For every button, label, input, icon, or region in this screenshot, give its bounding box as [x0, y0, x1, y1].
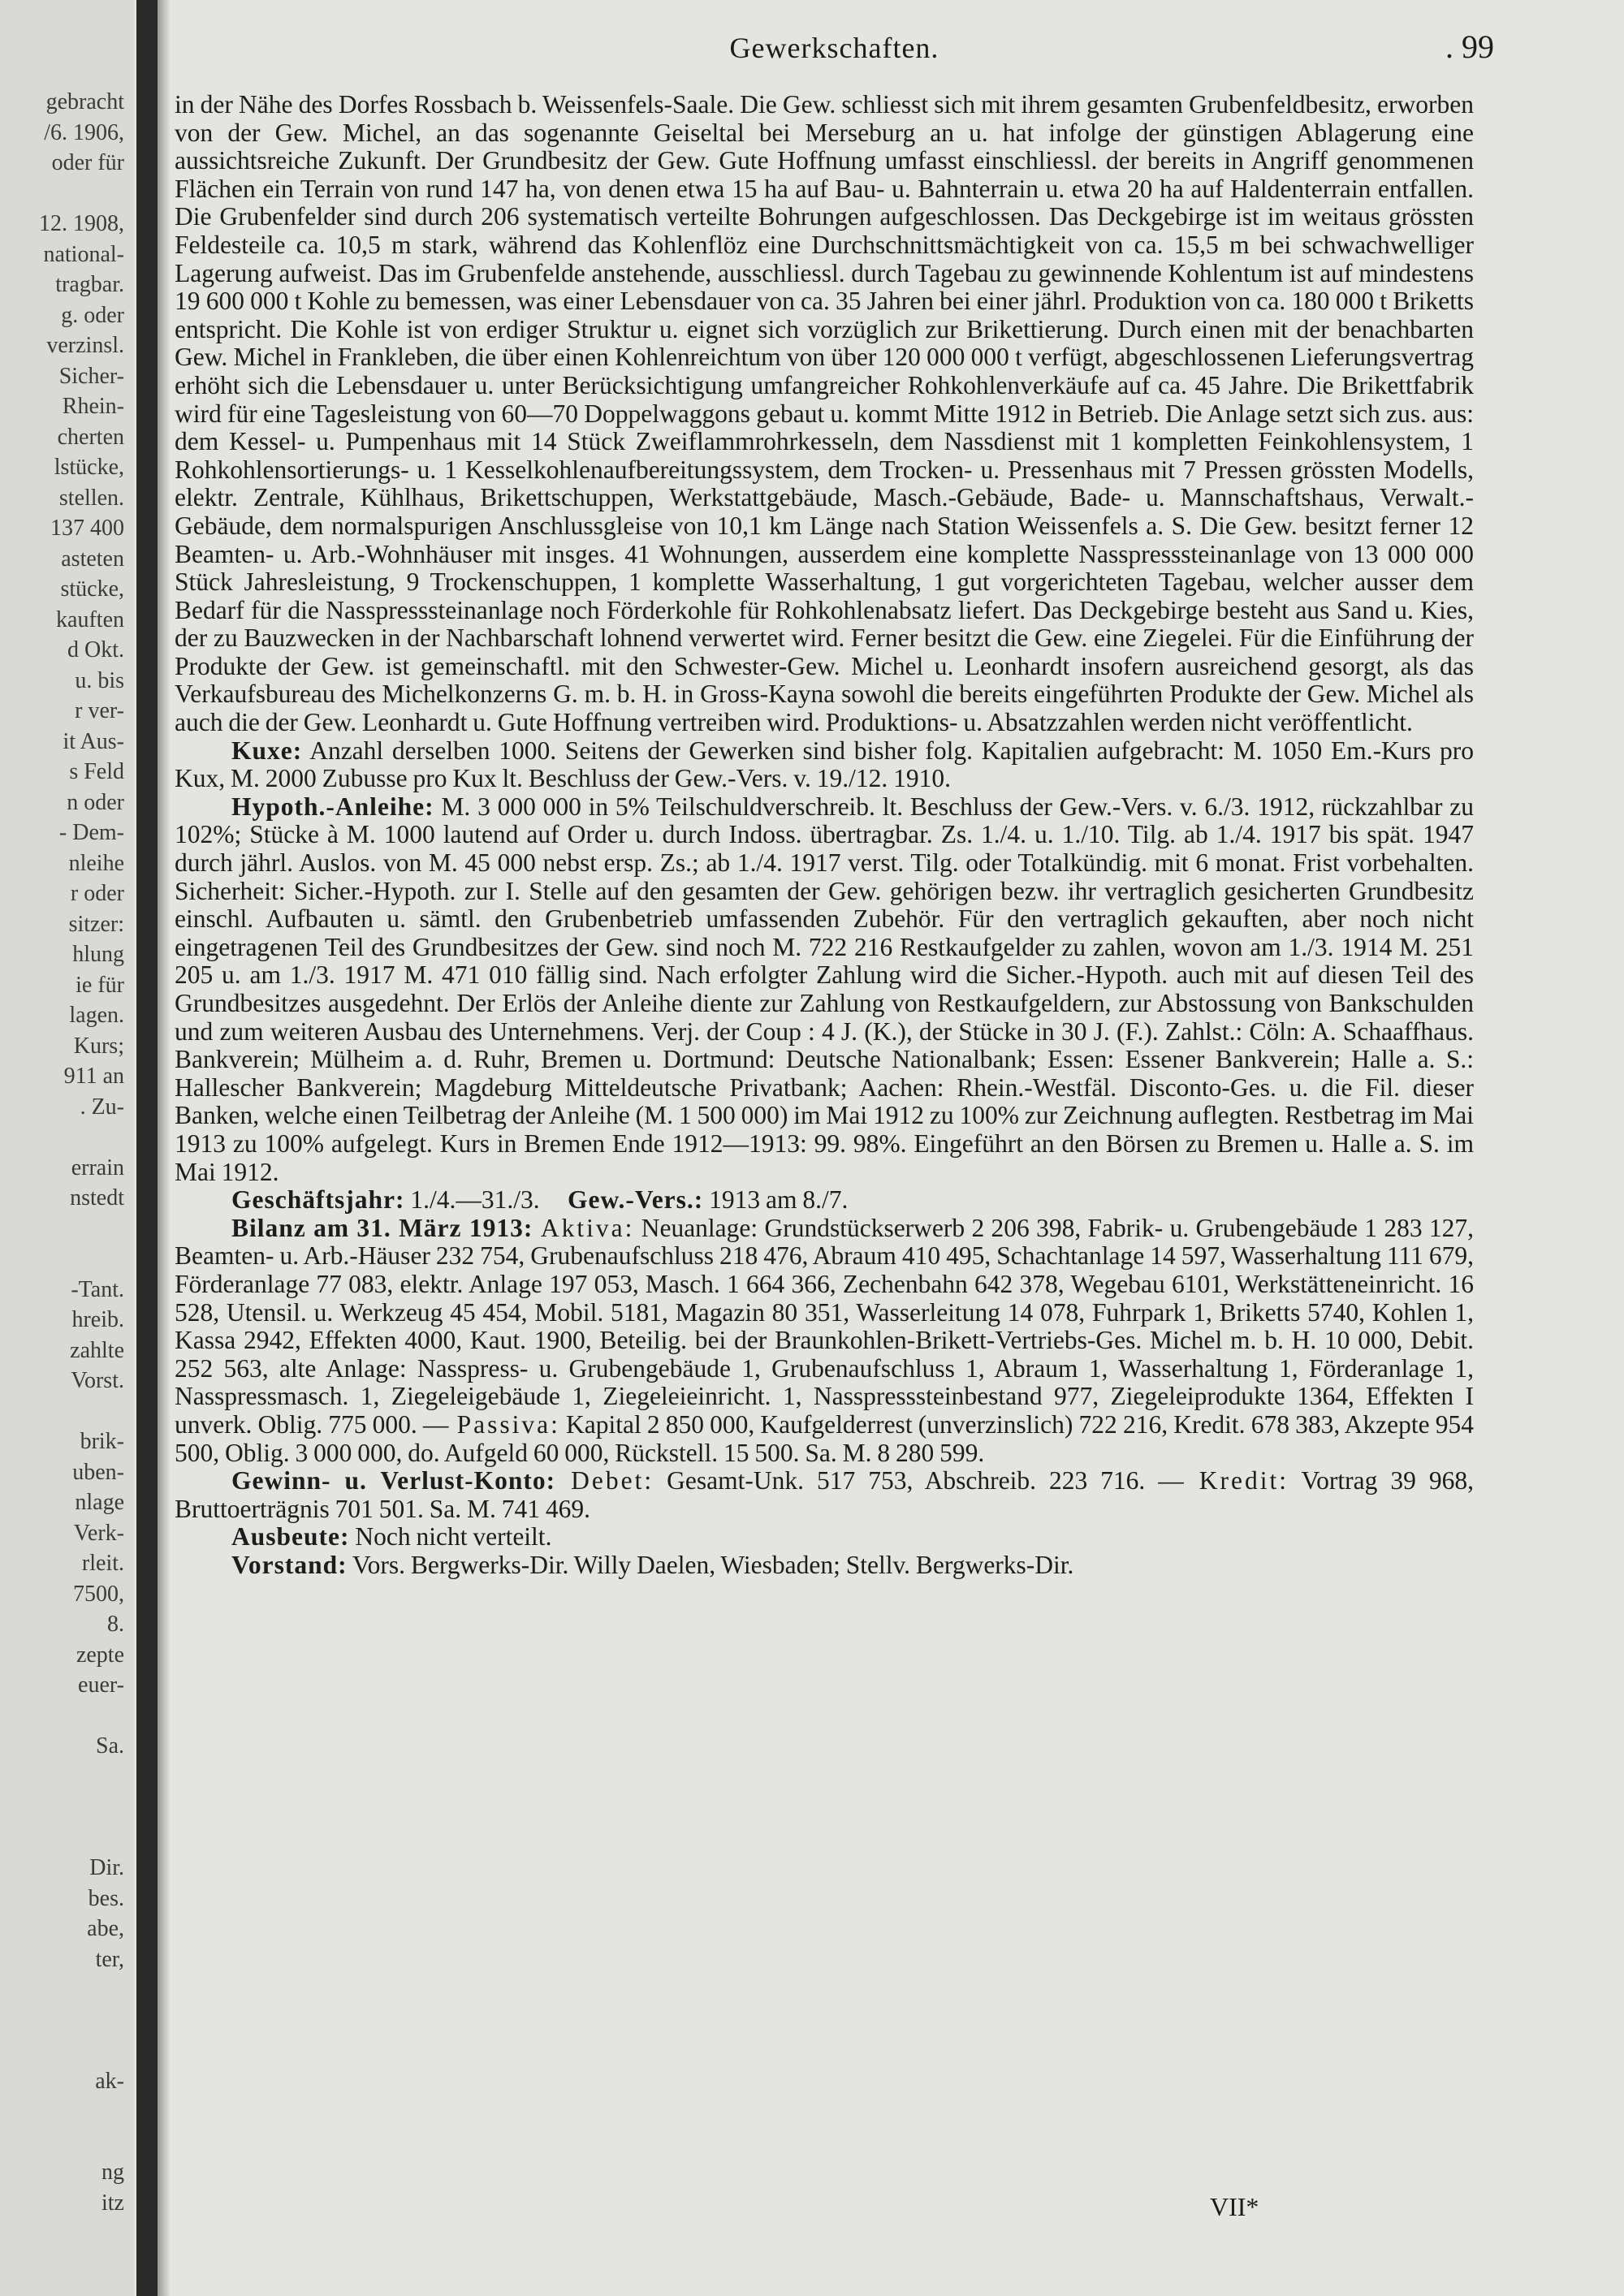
margin-fragment: - Dem- [58, 820, 124, 845]
margin-fragment: d Okt. [67, 637, 124, 662]
kuxe-section [175, 737, 1474, 793]
margin-fragment: stellen. [58, 485, 124, 511]
margin-fragment: 8. [107, 1612, 124, 1637]
margin-fragment: itz [102, 2190, 124, 2216]
text-column [175, 91, 1474, 1579]
adjacent-page-fragment [0, 0, 134, 2296]
margin-fragment: n oder [67, 789, 124, 815]
bilanz-label: Bilanz am 31. März 1913: [231, 1213, 533, 1242]
margin-fragment: u. bis [75, 667, 124, 693]
signature-mark: VII* [1210, 2192, 1259, 2221]
margin-fragment: r ver- [75, 698, 124, 723]
margin-fragment: national- [43, 241, 124, 267]
ausbeute-text: Noch nicht verteilt. [349, 1522, 552, 1552]
passiva-label: Passiva: [448, 1409, 560, 1439]
ausbeute-section [175, 1523, 1474, 1552]
debet-label: Debet: [555, 1466, 654, 1495]
book-gutter [136, 0, 158, 2296]
vorstand-text: Vors. Bergwerks-Dir. Willy Daelen, Wiesbaden; Stellv. Bergwerks-Dir. [347, 1550, 1074, 1579]
ausbeute-label: Ausbeute: [231, 1522, 350, 1552]
margin-fragment: zepte [76, 1642, 124, 1668]
page-number: . 99 [1445, 28, 1494, 65]
company-description: in der Nähe des Dorfes Rossbach b. Weissenfels-Saale. Die Gew. schliesst sich mit ihrem gesamten Grubenfeldbesitz, erworben von der Gew. Michel, an das sogenannte Geiseltal bei Merseburg an u. hat infolge der günstigen Ablagerung eine aussichtsreiche Zukunft. Der Grundbesitz der Gew. Gute Hoffnung umfasst einschliessl. der bereits in Angriff genommenen Flächen ein Terrain von rund 147 ha, von denen etwa 15 ha auf Bau- u. Bahnterrain u. etwa 20 ha auf Haldenterrain entfallen. Die Grubenfelder sind durch 206 systematisch verteilte Bohrungen aufgeschlossen. Das Deckgebirge ist im weitaus grössten Feldesteile ca. 10,5 m stark, während das Kohlenflöz eine Durchschnittsmächtigkeit von ca. 15,5 m bei schwachwelliger Lagerung aufweist. Das im Grubenfelde anstehende, ausschliessl. durch Tagebau zu gewinnende Kohlentum ist auf mindestens 19 600 000 t Kohle zu bemessen, was einer Lebensdauer von ca. 35 Jahren bei einer jährl. Produktion von ca. 180 000 t Briketts entspricht. Die Kohle ist von erdiger Struktur u. eignet sich vorzüglich zur Brikettierung. Durch einen mit der benachbarten Gew. Michel in Frankleben, die über einen Kohlenreichtum von über 120 000 000 t verfügt, abgeschlossenen Lieferungsvertrag erhöht sich die Lebensdauer u. unter Berücksichtigung umfangreicher Rohkohlenverkäufe auf ca. 45 Jahre. Die Brikettfabrik wird für eine Tagesleistung von 60—70 Doppelwaggons gebaut u. kommt Mitte 1912 in Betrieb. Die Anlage setzt sich zus. aus: dem Kessel- u. Pumpenhaus mit 14 Stück Zweiflammrohrkesseln, dem Nassdienst mit 1 kompletten Feinkohlensystem, 1 Rohkohlensortierungs- u. 1 Kesselkohlenaufbereitungssystem, dem Trocken- u. Pressenhaus mit 7 Pressen grössten Modells, elektr. Zentrale, Kühlhaus, Brikettschuppen, Werkstattgebäude, Masch.-Gebäude, Bade- u. Mannschaftshaus, Verwalt.-Gebäude, dem normalspurigen Anschlussgleise von 10,1 km Länge nach Station Weissenfels a. S. Die Gew. besitzt ferner 12 Beamten- u. Arb.-Wohnhäuser mit insges. 41 Wohnungen, ausserdem eine komplette Nasspresssteinanlage von 13 000 000 Stück Jahresleistung, 9 Trockenschuppen, 1 komplette Wasserhaltung, 1 gut vorgerichteten Tagebau, welcher ausser dem Bedarf für die Nasspresssteinanlage noch Förderkohle für Rohkohlenabsatz liefert. Das Deckgebirge besteht aus Sand u. Kies, der zu Bauzwecken in der Nachbarschaft lohnend verwertet wird. Ferner besitzt die Gew. eine Ziegelei. Für die Einführung der Produkte der Gew. ist gemeinschaftl. mit den Schwester-Gew. Michel u. Leonhardt insofern ausreichend gesorgt, als das Verkaufsbureau des Michelkonzerns G. m. b. H. in Gross-Kayna sowohl die bereits eingeführten Produkte der Gew. Michel als auch die der Gew. Leonhardt u. Gute Hoffnung vertreiben wird. Produktions- u. Absatzzahlen werden nicht veröffentlicht. [175, 90, 1474, 737]
margin-fragment: nleihe [68, 850, 124, 876]
margin-fragment: Sa. [96, 1733, 124, 1759]
margin-fragment: oder für [51, 150, 124, 175]
margin-fragment: brik- [80, 1429, 124, 1454]
kuxe-label: Kuxe: [231, 736, 303, 765]
anleihe-label: Hypoth.-Anleihe: [231, 792, 434, 821]
vorstand-section [175, 1552, 1474, 1580]
margin-fragment: it Aus- [63, 728, 124, 754]
margin-fragment: lagen. [69, 1003, 124, 1028]
margin-fragment: ng [102, 2160, 124, 2185]
kredit-text: Vortrag 39 968, Bruttoerträgnis 701 501. Sa. M. 741 469. [175, 1466, 1474, 1523]
margin-fragment: nstedt [70, 1185, 124, 1211]
geschaeftsjahr-label: Geschäftsjahr: [231, 1185, 405, 1215]
kredit-label: Kredit: [1183, 1466, 1289, 1495]
aktiva-text: Neuanlage: Grundstückserwerb 2 206 398, Fabrik- u. Grubengebäude 1 283 127, Beamten- u. Arb.-Häuser 232 754, Grubenaufschluss 218 476, Abraum 410 495, Schachtanlage 14 597, Wasserhaltung 111 679, Förderanlage 77 083, elektr. Anlage 197 053, Masch. 1 664 366, Zechenbahn 642 378, Wegebau 6101, Werkstätteneinricht. 16 528, Utensil. u. Werkzeug 45 454, Mobil. 5181, Magazin 80 351, Wasserleitung 14 078, Fuhrpark 1, Briketts 5740, Kohlen 1, Kassa 2942, Effekten 4000, Kaut. 1900, Beteilig. bei der Braunkohlen-Brikett-Vertriebs-Ges. Michel m. b. H. 10 000, Debit. 252 563, alte Anlage: Nasspress- u. Grubengebäude 1, Grubenaufschluss 1, Abraum 1, Wasserhaltung 1, Förderanlage 1, Nasspressmasch. 1, Ziegeleigebäude 1, Ziegeleieinricht. 1, Nasspresssteinbestand 977, Ziegeleiprodukte 1364, Effekten I unverk. Oblig. 775 000. — [175, 1213, 1475, 1439]
margin-fragment: -Tant. [71, 1276, 124, 1302]
margin-fragment: Dir. [89, 1855, 124, 1880]
geschaeftsjahr-section [175, 1186, 1474, 1215]
margin-fragment: ak- [95, 2068, 124, 2094]
gew-vers-text: 1913 am 8./7. [703, 1185, 849, 1215]
margin-fragment: zahlte [70, 1337, 124, 1363]
margin-fragment: lstücke, [54, 455, 124, 480]
margin-fragment: abe, [87, 1916, 124, 1941]
margin-fragment: hlung [72, 942, 124, 967]
running-head: Gewerkschaften. [729, 32, 939, 64]
gew-vers-label: Gew.-Vers.: [567, 1185, 704, 1215]
page-header [175, 23, 1494, 71]
vorstand-label: Vorstand: [231, 1550, 348, 1579]
margin-fragment: Verk- [73, 1520, 124, 1546]
margin-fragment: 7500, [73, 1581, 124, 1607]
margin-fragment: 137 400 [50, 516, 124, 541]
margin-fragment: sitzer: [68, 911, 124, 937]
margin-fragment: ie für [76, 972, 124, 998]
margin-fragment: Sicher- [58, 363, 124, 389]
margin-fragment: hreib. [71, 1307, 124, 1332]
margin-fragment: ter, [95, 1946, 124, 1972]
margin-fragment: gebracht [45, 89, 124, 114]
margin-fragment: Kurs; [73, 1033, 124, 1059]
margin-fragment: kauften [56, 606, 124, 632]
margin-fragment: g. oder [61, 302, 124, 328]
anleihe-text: M. 3 000 000 in 5% Teilschuldverschreib. lt. Beschluss der Gew.-Vers. v. 6./3. 1912, rückzahlbar zu 102%; Stücke à M. 1000 lautend auf Order u. durch Indoss. übertragbar. Zs. 1./4. u. 1./10. Tilg. ab 1./4. 1917 bis spät. 1947 durch jährl. Auslos. von M. 45 000 nebst ersp. Zs.; ab 1./4. 1917 verst. Tilg. oder Totalkündig. mit 6 monat. Frist vorbehalten. Sicherheit: Sicher.-Hypoth. zur I. Stelle auf den gesamten der Gew. gehörigen bezw. ihr vertraglich gesicherten Grundbesitz einschl. Aufbauten u. sämtl. den Grubenbetrieb umfassenden Zubehör. Für den vertraglich gekauften, aber noch nicht eingetragenen Teil des Grundbesitzes der Gew. sind noch M. 722 216 Restkaufgelder zu zahlen, wovon am 1./3. 1914 M. 251 205 u. am 1./3. 1917 M. 471 010 fällig sind. Nach erfolgter Zahlung wird die Sicher.-Hypoth. auch mit auf diesen Teil des Grundbesitzes ausgedehnt. Der Erlös der Anleihe diente zur Zahlung von Restkaufgeldern, zur Abstossung von Bankschulden und zum weiteren Ausbau des Unternehmens. Verj. der Coup : 4 J. (K.), der Stücke in 30 J. (F.). Zahlst.: Cöln: A. Schaaffhaus. Bankverein; Mülheim a. d. Ruhr, Bremen u. Dortmund: Deutsche Nationalbank; Essen: Essener Bankverein; Halle a. S.: Hallescher Bankverein; Magdeburg Mitteldeutsche Privatbank; Aachen: Rhein.-Westfäl. Disconto-Ges. u. die Fil. dieser Banken, welche einen Teilbetrag der Anleihe (M. 1 500 000) im Mai 1912 zu 100% zur Zeichnung auflegten. Restbetrag im Mai 1913 zu 100% aufgelegt. Kurs in Bremen Ende 1912—1913: 99. 98%. Eingeführt an den Börsen zu Bremen u. Halle a. S. im Mai 1912. [175, 792, 1474, 1186]
guv-label: Gewinn- u. Verlust-Konto: [231, 1466, 556, 1495]
margin-fragment: stücke, [60, 576, 124, 602]
margin-fragment: bes. [88, 1885, 124, 1911]
margin-fragment: verzinsl. [46, 333, 124, 358]
margin-fragment: . Zu- [80, 1094, 124, 1120]
passiva-text: Kapital 2 850 000, Kaufgelderrest (unverzinslich) 722 216, Kredit. 678 383, Akzepte 954 500, Oblig. 3 000 000, do. Aufgeld 60 000, Rückstell. 15 500. Sa. M. 8 280 599. [175, 1409, 1474, 1467]
margin-fragment: tragbar. [55, 272, 124, 297]
margin-fragment: Vorst. [71, 1368, 124, 1393]
gutter-shadow [158, 0, 171, 2296]
margin-fragment: r oder [70, 881, 124, 906]
anleihe-section [175, 793, 1474, 1186]
margin-fragment: /6. 1906, [44, 119, 124, 145]
margin-fragment: 12. 1908, [39, 211, 124, 236]
margin-fragment: s Feld [69, 759, 124, 784]
margin-fragment: euer- [78, 1672, 124, 1698]
kuxe-text: Anzahl derselben 1000. Seitens der Gewerken sind bisher folg. Kapitalien aufgebracht: M. 1050 Em.-Kurs pro Kux, M. 2000 Zubusse pro Kux lt. Beschluss der Gew.-Vers. v. 19./12. 1910. [175, 736, 1474, 793]
geschaeftsjahr-text: 1./4.—31./3. [404, 1185, 540, 1215]
margin-fragment: errain [71, 1154, 124, 1180]
margin-fragment: Rhein- [62, 394, 124, 419]
bilanz-section [175, 1215, 1474, 1467]
margin-fragment: rleit. [81, 1551, 124, 1576]
margin-fragment: cherten [57, 424, 124, 450]
margin-fragment: uben- [72, 1459, 124, 1485]
margin-fragment: asteten [61, 546, 124, 572]
margin-fragment: nlage [75, 1490, 124, 1515]
aktiva-label: Aktiva: [533, 1213, 635, 1242]
margin-fragment: 911 an [63, 1064, 124, 1089]
debet-text: Gesamt-Unk. 517 753, Abschreib. 223 716. — [654, 1466, 1184, 1495]
guv-section [175, 1467, 1474, 1523]
